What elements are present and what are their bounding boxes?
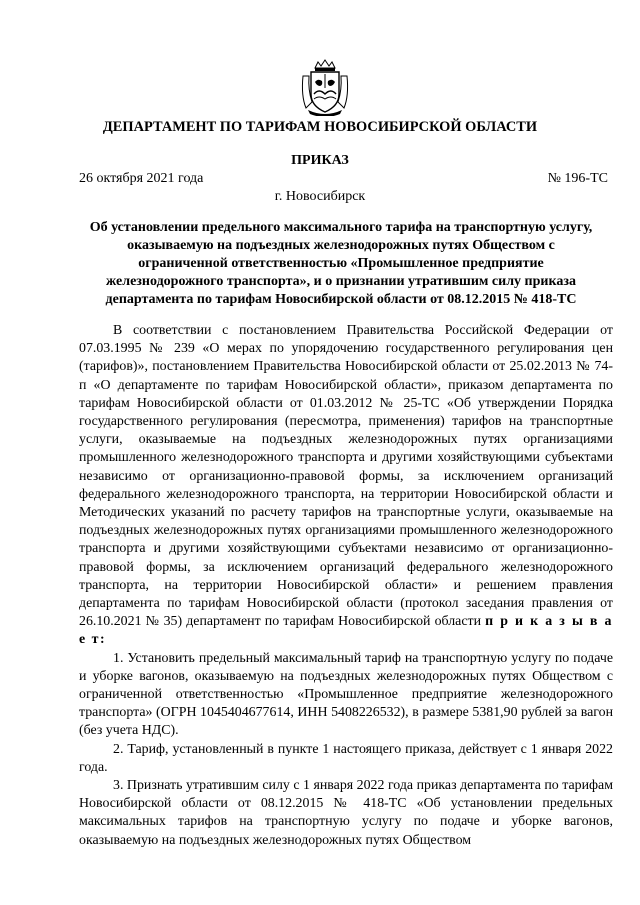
preamble-paragraph [79, 322, 613, 650]
order-date: 26 октября 2021 года [79, 171, 204, 186]
order-city: г. Новосибирск [274, 189, 366, 204]
preamble-text: В соответствии с постановлением Правительства Российской Федерации от 07.03.1995 № 239 «О мерах по упорядочению государственного регулирования цен (тарифов)», постановлением Правительства Новосибирской области от 25.02.2013 № 74-п «О департаменте по тарифам Новосибирской области», приказом департамента по тарифам Новосибирской области от 01.03.2012 № 25-ТС «Об утверждении Порядка государственного регулирования (пересмотра, применения) тарифов на транспортные услуги, оказываемые на подъездных железнодорожных путях организациями промышленного железнодорожного транспорта и другими хозяйствующими субъектами независимо от организационно-правовой формы, за исключением организаций федерального железнодорожного транспорта, на территории Новосибирской области и Методических указаний по расчету тарифов на транспортные услуги, оказываемые на подъездных железнодорожных путях организациями промышленного железнодорожного транспорта и другими хозяйствующими субъектами независимо от организационно-правовой формы, за исключением организаций федерального железнодорожного транспорта, на территории Новосибирской области» и решением правления департамента по тарифам Новосибирской области (протокол заседания правления от 26.10.2021 № 35) департамент по тарифам Новосибирской области [79, 323, 613, 630]
document-type-title: ПРИКАЗ [291, 153, 349, 168]
department-name: ДЕПАРТАМЕНТ ПО ТАРИФАМ НОВОСИБИРСКОЙ ОБЛАСТИ [102, 119, 538, 135]
coat-of-arms-icon [300, 58, 350, 116]
item-1-paragraph: 1. Установить предельный максимальный тариф на транспортную услугу по подаче и уборке вагонов, оказываемую на подъездных железнодорожных путях Обществом с ограниченной ответственностью «Промышленное предприятие железнодорожного транспорта» (ОГРН 1045404677614, ИНН 5408226532), в размере 5381,90 рублей за вагон (без учета НДС). [79, 650, 613, 739]
order-subject: Об установлении предельного максимального тарифа на транспортную услугу, оказываемую на подъездных железнодорожных путях Обществом с ограниченной ответственностью «Промышленное предприятие железнодорожного транспорта», и о признании утратившим силу приказа департамента по тарифам Новосибирской области от 08.12.2015 № 418-ТС [89, 220, 593, 307]
directive-word: п р и к а з ы в а е т: [79, 614, 613, 648]
order-body [79, 322, 613, 850]
order-number: № 196-ТС [547, 171, 608, 186]
item-2-paragraph: 2. Тариф, установленный в пункте 1 настоящего приказа, действует с 1 января 2022 года. [79, 741, 613, 775]
item-3-paragraph: 3. Признать утратившим силу с 1 января 2022 года приказ департамента по тарифам Новосибирской области от 08.12.2015 № 418-ТС «Об установлении предельных максимальных тарифов на транспортную услугу по подаче и уборке вагонов, оказываемую на подъездных железнодорожных путях Обществом [79, 778, 613, 848]
